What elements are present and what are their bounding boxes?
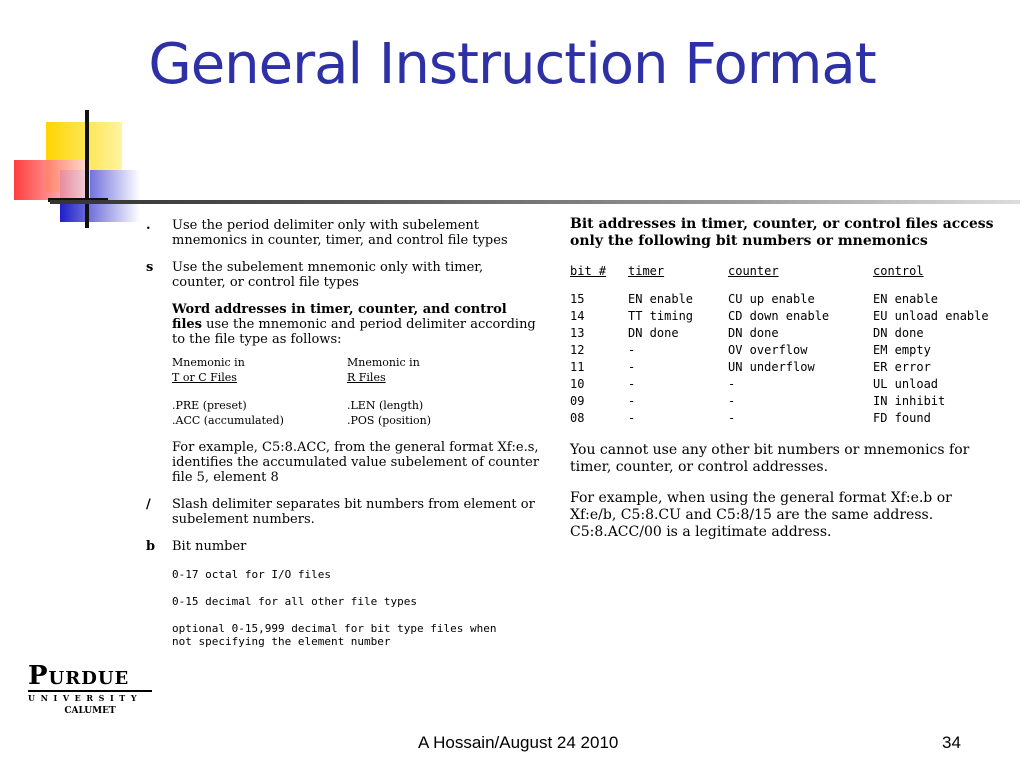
- table-cell: -: [628, 394, 636, 408]
- table-cell: EM empty: [873, 343, 931, 357]
- table-cell: -: [628, 377, 636, 391]
- table-cell: DN done: [728, 326, 779, 340]
- period-delimiter-entry: [140, 218, 540, 248]
- table-cell: 15: [570, 292, 585, 306]
- logo-university: UNIVERSITY: [28, 693, 143, 703]
- table-cell: ER error: [873, 360, 931, 374]
- table-cell: -: [628, 360, 636, 374]
- table-cell: IN inhibit: [873, 394, 946, 408]
- mnemonic-col-r-header1: Mnemonic in: [347, 356, 420, 369]
- restriction-note: You cannot use any other bit numbers or mnemonics for timer, counter, or control addresses.: [570, 442, 970, 475]
- table-cell: UN underflow: [728, 360, 815, 374]
- col-header-bit: bit #: [570, 264, 607, 278]
- slash-delimiter-text: Slash delimiter separates bit numbers from element or subelement numbers.: [172, 497, 535, 527]
- table-cell: 13: [570, 326, 585, 340]
- footer-author-date: A Hossain/August 24 2010: [418, 733, 619, 752]
- col-header-control: control: [873, 264, 924, 278]
- table-cell: EN enable: [873, 292, 939, 306]
- table-cell: -: [628, 411, 636, 425]
- slash-symbol: /: [146, 497, 151, 512]
- mnemonic-col-r-header2: R Files: [347, 371, 386, 384]
- table-cell: EN enable: [628, 292, 694, 306]
- table-cell: CD down enable: [728, 309, 830, 323]
- table-row: [570, 309, 1000, 326]
- table-header-row: [570, 264, 1000, 292]
- bit-address-heading: [570, 216, 1000, 250]
- col-header-timer: timer: [628, 264, 665, 278]
- slash-delimiter-entry: [140, 497, 540, 527]
- bit-octal-line: 0-17 octal for I/O files: [172, 568, 331, 581]
- table-row: [570, 326, 1000, 343]
- table-cell: 09: [570, 394, 585, 408]
- scanned-document: [140, 208, 1000, 688]
- period-symbol: .: [146, 218, 151, 233]
- table-cell: TT timing: [628, 309, 694, 323]
- table-cell: OV overflow: [728, 343, 808, 357]
- table-cell: 11: [570, 360, 585, 374]
- table-row: [570, 360, 1000, 377]
- table-cell: EU unload enable: [873, 309, 989, 323]
- word-address-heading: Word addresses in timer, counter, and control files: [172, 302, 507, 332]
- example-note: For example, when using the general format Xf:e.b or Xf:e/b, C5:8.CU and C5:8/15 are the same address. C5:8.ACC/00 is a legitimate address.: [570, 490, 952, 540]
- table-cell: DN done: [873, 326, 924, 340]
- mnemonic-col-r: [347, 355, 522, 428]
- logo-wordmark: Purdue: [28, 662, 152, 692]
- bit-optional-line: optional 0-15,999 decimal for bit type files when not specifying the element number: [172, 622, 497, 648]
- s-symbol: s: [146, 260, 154, 275]
- mnemonic-pos: .POS (position): [347, 414, 432, 427]
- table-row: [570, 411, 1000, 428]
- table-cell: CU up enable: [728, 292, 815, 306]
- mnemonic-len: .LEN (length): [347, 399, 424, 412]
- title-divider-line: [50, 200, 1020, 204]
- table-row: [570, 394, 1000, 411]
- period-delimiter-text: Use the period delimiter only with subelement mnemonics in counter, timer, and control file types: [172, 218, 508, 248]
- table-row: [570, 343, 1000, 360]
- mnemonic-col-tc: [172, 355, 347, 428]
- bit-address-heading-text: Bit addresses in timer, counter, or control files access only the following bit numbers or mnemonics: [570, 216, 994, 249]
- table-cell: -: [728, 394, 736, 408]
- table-cell: 14: [570, 309, 585, 323]
- slide-number: 34: [942, 733, 961, 752]
- mnemonic-acc: .ACC (accumulated): [172, 414, 284, 427]
- decorative-squares-graphic: [0, 0, 200, 240]
- table-cell: 08: [570, 411, 585, 425]
- table-row: [570, 377, 1000, 394]
- logo-campus: CALUMET: [64, 706, 116, 716]
- b-symbol: b: [146, 539, 156, 554]
- mnemonic-col-tc-header2: T or C Files: [172, 371, 237, 384]
- bit-number-text: Bit number: [172, 539, 247, 554]
- bit-mnemonic-table: [570, 264, 1000, 428]
- table-cell: -: [728, 377, 736, 391]
- table-cell: DN done: [628, 326, 679, 340]
- mnemonic-col-tc-header1: Mnemonic in: [172, 356, 245, 369]
- word-address-text: use the mnemonic and period delimiter according to the file type as follows:: [172, 317, 536, 347]
- subelement-text: Use the subelement mnemonic only with timer, counter, or control file types: [172, 260, 484, 290]
- bit-decimal-line: 0-15 decimal for all other file types: [172, 595, 418, 608]
- slide-title: General Instruction Format: [148, 32, 876, 97]
- left-column: [140, 218, 540, 660]
- mnemonic-table: [172, 355, 540, 428]
- subelement-entry: [140, 260, 540, 485]
- subelement-example: For example, C5:8.ACC, from the general format Xf:e.s, identifies the accumulated value subelement of counter file 5, element 8: [172, 440, 540, 485]
- word-address-paragraph: [172, 302, 540, 347]
- table-cell: 10: [570, 377, 585, 391]
- table-cell: 12: [570, 343, 585, 357]
- bit-number-entry: [140, 539, 540, 648]
- right-column: [570, 216, 1000, 541]
- table-cell: -: [728, 411, 736, 425]
- table-cell: UL unload: [873, 377, 939, 391]
- purdue-calumet-logo: [28, 662, 152, 718]
- table-cell: -: [628, 343, 636, 357]
- mnemonic-pre: .PRE (preset): [172, 399, 247, 412]
- table-cell: FD found: [873, 411, 931, 425]
- table-row: [570, 292, 1000, 309]
- col-header-counter: counter: [728, 264, 779, 278]
